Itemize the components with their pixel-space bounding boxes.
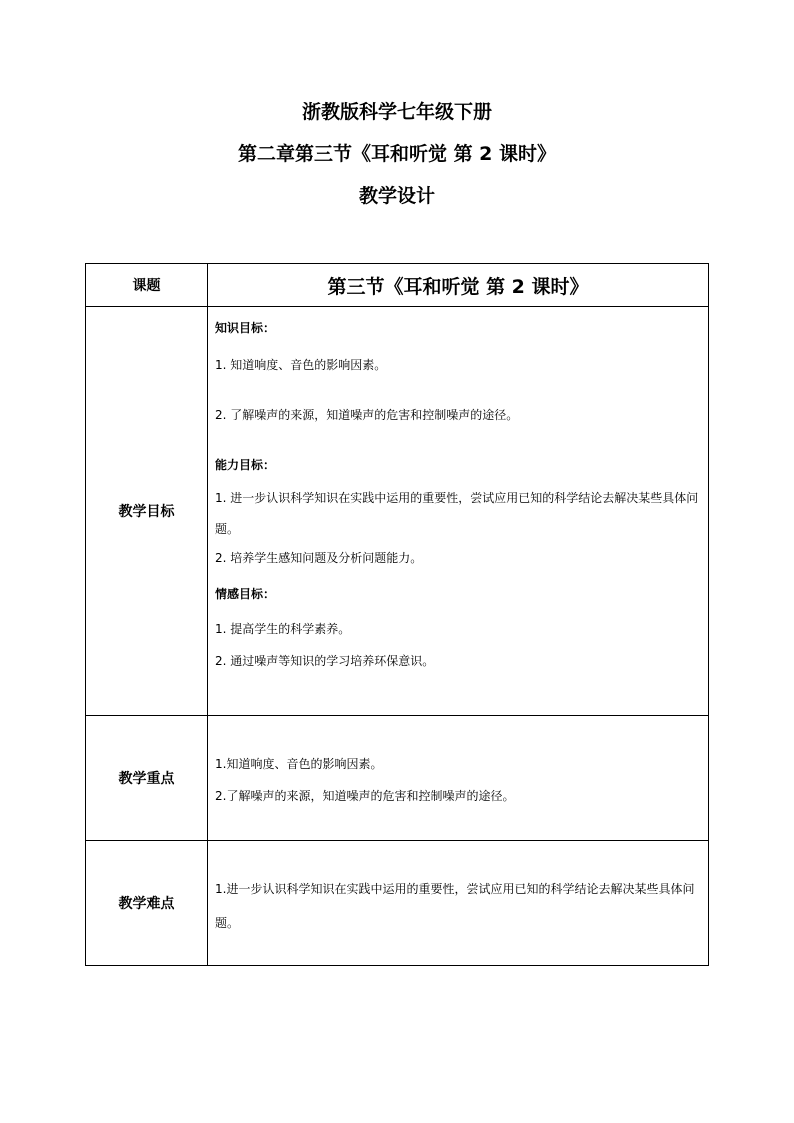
knowledge-item-1: 1. 知道响度、音色的影响因素。 — [215, 358, 387, 372]
topic-label: 课题 — [86, 264, 208, 307]
key-points-content — [208, 716, 709, 841]
row-goals — [86, 307, 709, 716]
difficulties-content — [208, 841, 709, 966]
key-points-label: 教学重点 — [86, 716, 208, 841]
difficulties-label: 教学难点 — [86, 841, 208, 966]
lesson-plan-table — [85, 263, 709, 966]
difficulty-item-1: 1.进一步认识科学知识在实践中运用的重要性，尝试应用已知的科学结论去解决某些具体问题。 — [215, 882, 695, 930]
row-key-points — [86, 716, 709, 841]
key-point-item-2: 2.了解噪声的来源，知道噪声的危害和控制噪声的途径。 — [215, 789, 515, 803]
topic-value: 第三节《耳和听觉 第 2 课时》 — [208, 264, 709, 307]
emotion-item-1: 1. 提高学生的科学素养。 — [215, 622, 351, 636]
row-topic — [86, 264, 709, 307]
ability-item-1: 1. 进一步认识科学知识在实践中运用的重要性，尝试应用已知的科学结论去解决某些具体问题。 — [215, 491, 699, 536]
emotion-item-2: 2. 通过噪声等知识的学习培养环保意识。 — [215, 654, 435, 668]
title-textbook: 浙教版科学七年级下册 — [301, 101, 492, 123]
ability-heading: 能力目标： — [215, 458, 276, 472]
goals-label: 教学目标 — [86, 307, 208, 716]
knowledge-heading: 知识目标： — [215, 321, 276, 335]
knowledge-item-2: 2. 了解噪声的来源，知道噪声的危害和控制噪声的途径。 — [215, 408, 519, 422]
title-chapter: 第二章第三节《耳和听觉 第 2 课时》 — [237, 143, 557, 165]
ability-item-2: 2. 培养学生感知问题及分析问题能力。 — [215, 551, 423, 565]
goals-content — [208, 307, 709, 716]
key-point-item-1: 1.知道响度、音色的影响因素。 — [215, 757, 383, 771]
document-title — [0, 103, 794, 206]
emotion-heading: 情感目标： — [215, 587, 276, 601]
title-doc-type: 教学设计 — [358, 185, 435, 207]
row-difficulties — [86, 841, 709, 966]
